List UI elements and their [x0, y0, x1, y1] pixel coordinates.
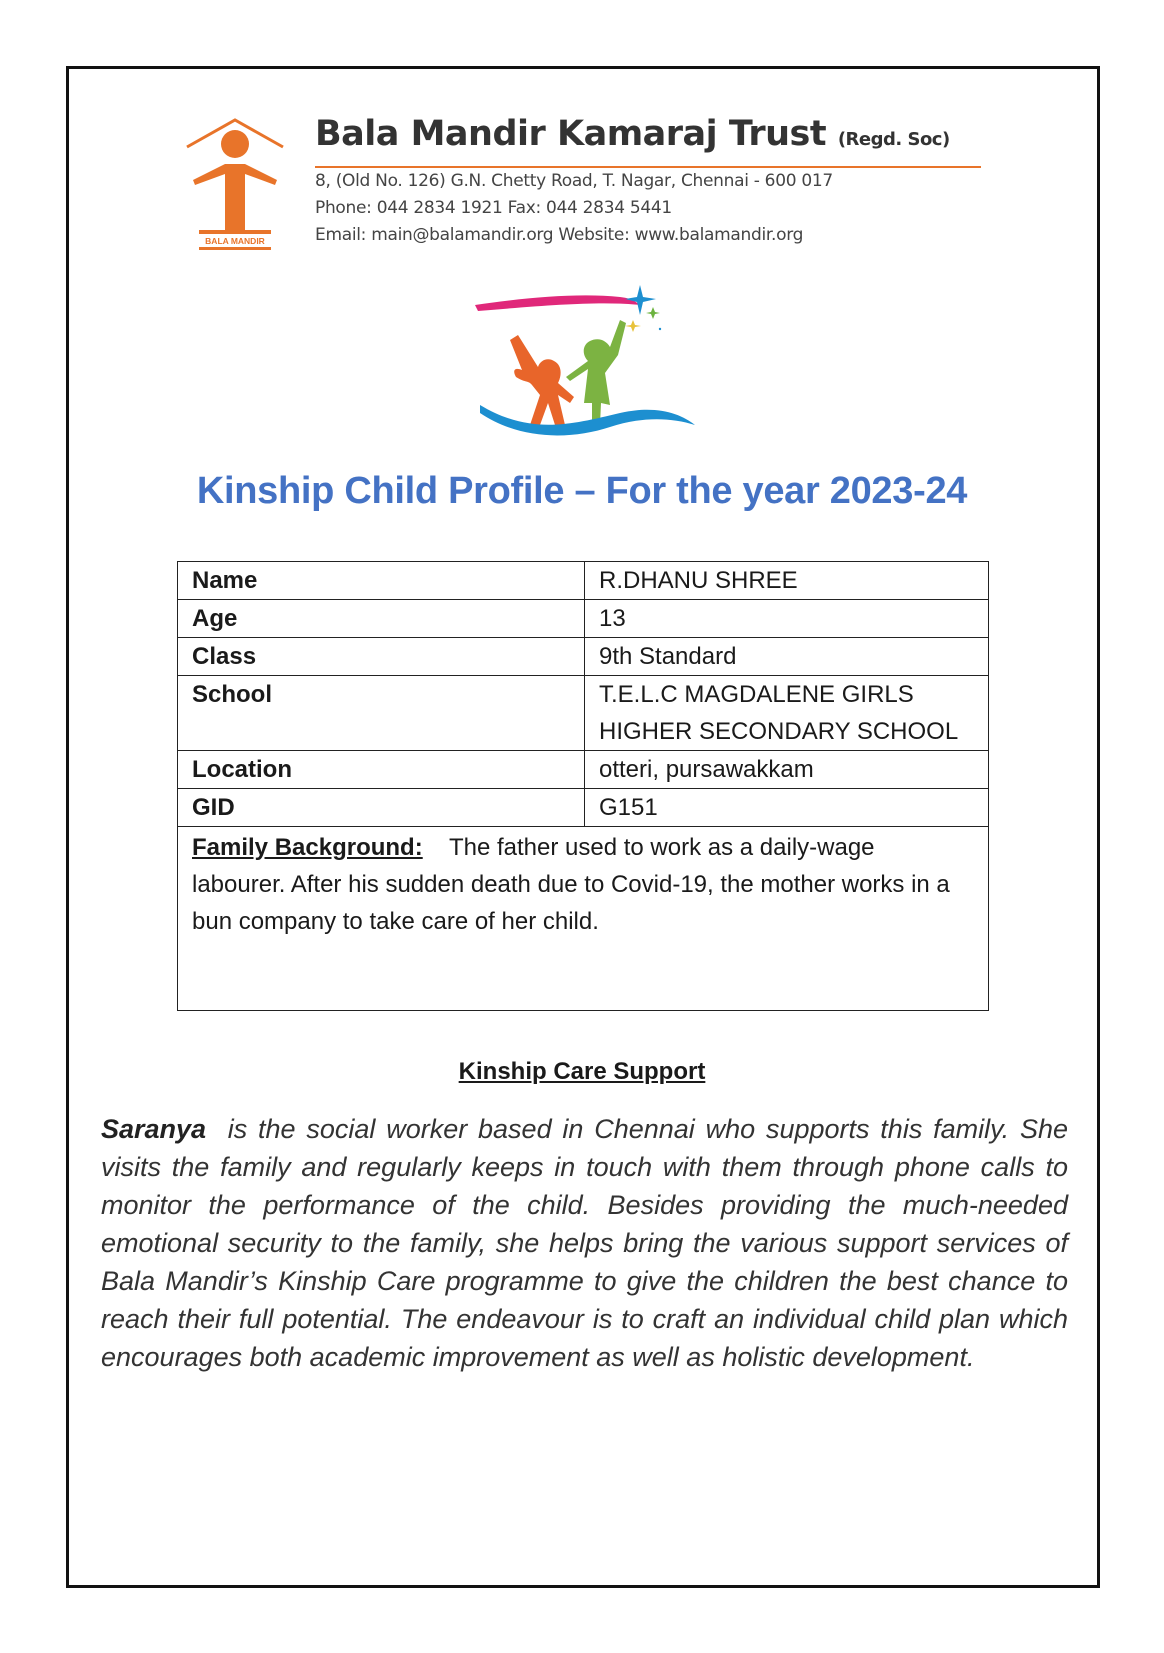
row-label: Age: [178, 600, 585, 638]
child-profile-table: [177, 561, 989, 1011]
row-label: Name: [178, 562, 585, 600]
support-paragraph: [101, 1110, 1068, 1376]
logo-caption: BALA MANDIR: [205, 236, 265, 246]
child-age: 13: [585, 600, 989, 638]
org-address: 8, (Old No. 126) G.N. Chetty Road, T. Nagar, Chennai - 600 017: [315, 171, 833, 191]
row-label: Class: [178, 638, 585, 676]
table-row-location: [178, 751, 989, 789]
social-worker-name: Saranya: [101, 1114, 207, 1144]
table-row-class: [178, 638, 989, 676]
kinship-children-logo: [470, 285, 700, 450]
child-location: otteri, pursawakkam: [585, 751, 989, 789]
page-title: Kinship Child Profile – For the year 2023-24: [196, 470, 968, 512]
child-class: 9th Standard: [585, 638, 989, 676]
family-background-text: The father used to work as a daily-wage labourer. After his sudden death due to Covid-19, the mother works in a bun company to take care of her child.: [192, 834, 950, 935]
org-name-text: Bala Mandir Kamaraj Trust: [315, 114, 827, 154]
table-row-gid: [178, 789, 989, 827]
support-text: is the social worker based in Chennai who supports this family. She visits the family and regularly keeps in touch with them through phone calls to monitor the performance of the child. Besides providing the much-needed emotional security to the family, she helps bring the various support services of Bala Mandir’s Kinship Care programme to give the children the best chance to reach their full potential. The endeavour is to craft an individual child plan which encourages both academic improvement as well as holistic development.: [101, 1114, 1068, 1372]
org-phone-fax: Phone: 044 2834 1921 Fax: 044 2834 5441: [315, 198, 672, 218]
letterhead: [185, 112, 985, 262]
row-label: School: [178, 676, 585, 751]
table-row-family-background: [178, 827, 989, 1011]
row-label: GID: [178, 789, 585, 827]
section-heading: Kinship Care Support: [458, 1058, 706, 1085]
child-name: R.DHANU SHREE: [585, 562, 989, 600]
family-background-label: Family Background:: [192, 834, 423, 861]
child-school: T.E.L.C MAGDALENE GIRLS HIGHER SECONDARY SCHOOL: [585, 676, 989, 751]
table-row-age: [178, 600, 989, 638]
org-registration: (Regd. Soc): [837, 129, 950, 150]
row-label: Location: [178, 751, 585, 789]
org-name: [315, 112, 985, 162]
bala-mandir-logo: [185, 112, 285, 252]
table-row-school: [178, 676, 989, 751]
table-row-name: [178, 562, 989, 600]
org-email-website: Email: main@balamandir.org Website: www.balamandir.org: [315, 225, 804, 245]
child-gid: G151: [585, 789, 989, 827]
family-background-cell: [178, 827, 989, 1011]
